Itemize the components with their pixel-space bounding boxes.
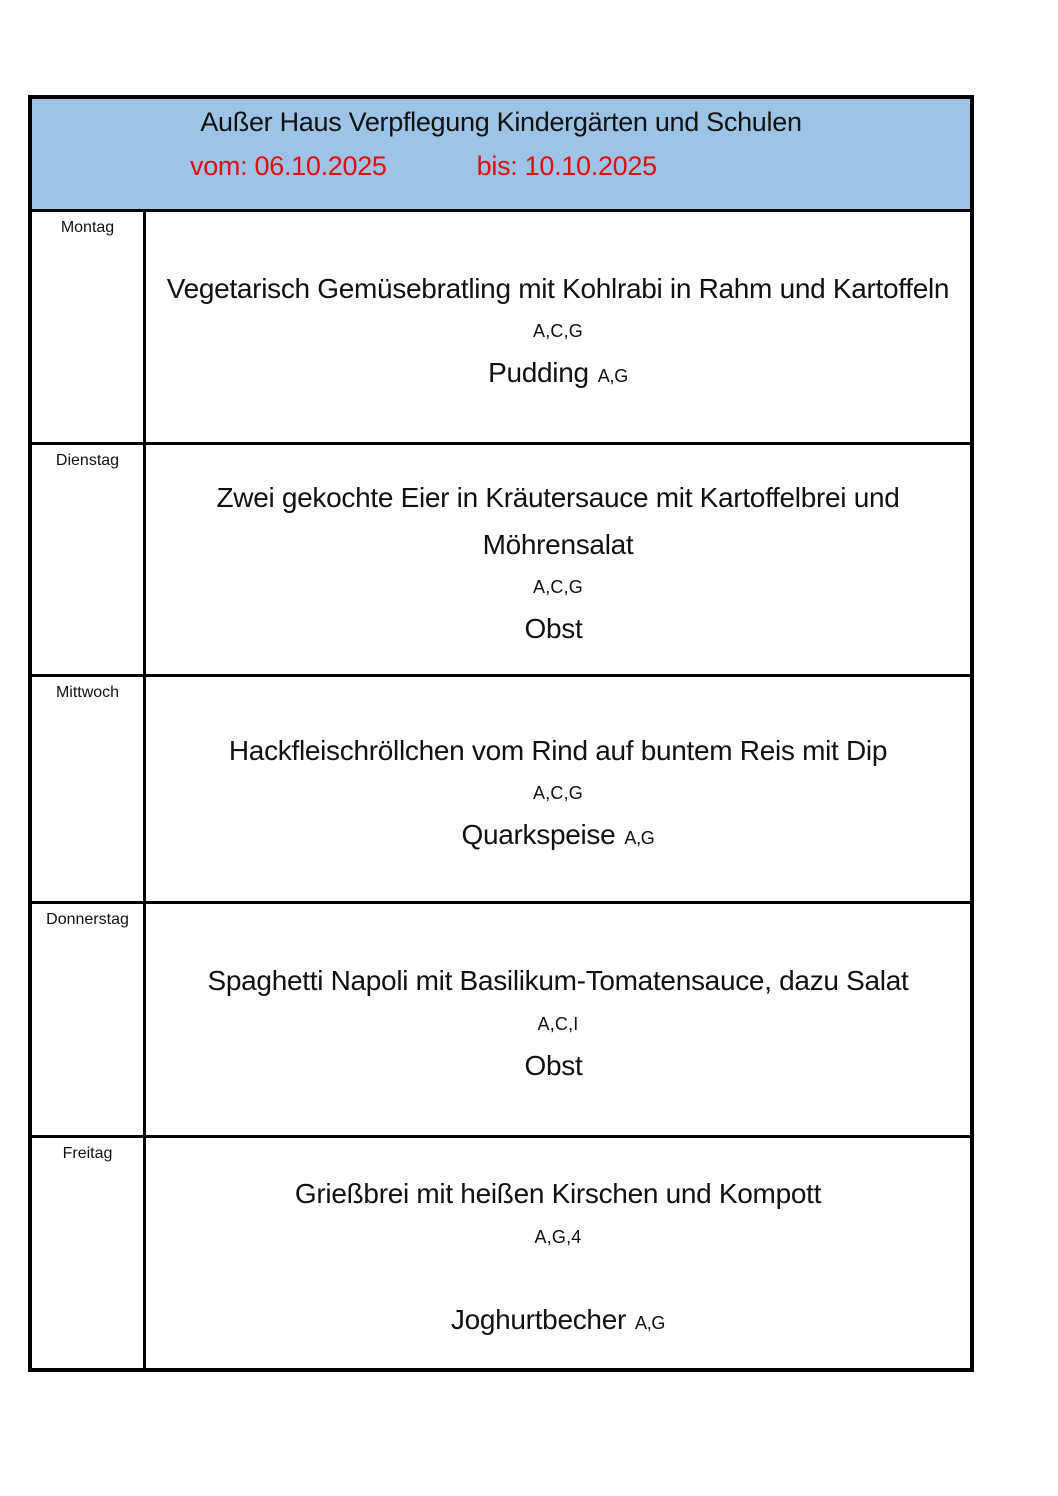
day-row-freitag [32,1135,970,1368]
dish-allergens: A,C,I [537,1013,579,1034]
dessert-line [462,819,655,851]
dessert-allergens: A,G [597,366,628,387]
day-label-montag: Montag [32,212,146,442]
weekly-menu-table [28,95,974,1372]
menu-period [32,151,970,182]
dessert-text: Pudding [488,357,589,389]
dish-allergens: A,G,4 [534,1226,582,1247]
day-label-donnerstag: Donnerstag [32,904,146,1135]
dessert-text: Obst [524,1049,583,1081]
dessert-line [451,1304,665,1336]
day-label-freitag: Freitag [32,1138,146,1368]
dish-text: Hackfleischröllchen vom Rind auf buntem Reis mit Dip [228,734,888,766]
dish-allergens: A,C,G [532,783,583,804]
dessert-text: Quarkspeise [461,819,616,851]
day-row-dienstag [32,442,970,674]
dessert-line [525,613,592,645]
day-row-montag [32,212,970,442]
dessert-text: Obst [524,613,583,645]
day-content-montag [146,212,970,442]
dish-allergens: A,C,G [532,577,583,598]
day-content-mittwoch [146,677,970,901]
day-label-dienstag: Dienstag [32,445,146,674]
dessert-text: Joghurtbecher [450,1303,626,1335]
dish-text: Vegetarisch Gemüsebratling mit Kohlrabi in Rahm und Kartoffeln [166,272,950,304]
dish-text: Spaghetti Napoli mit Basilikum-Tomatensauce, dazu Salat [207,965,909,997]
dish-text: Grießbrei mit heißen Kirschen und Kompott [294,1178,822,1210]
dessert-allergens: A,G [624,828,655,849]
dessert-allergens: A,G [635,1312,666,1333]
dish-text: Zwei gekochte Eier in Kräutersauce mit Kartoffelbrei und Möhrensalat [216,481,900,560]
dish-allergens: A,C,G [532,321,583,342]
day-label-mittwoch: Mittwoch [32,677,146,901]
day-row-donnerstag [32,901,970,1135]
dessert-line [525,1050,592,1082]
menu-title: Außer Haus Verpflegung Kindergärten und Schulen [200,107,802,137]
day-content-freitag [146,1138,970,1368]
day-content-dienstag [146,445,970,674]
period-from: vom: 06.10.2025 [190,151,387,181]
day-content-donnerstag [146,904,970,1135]
dessert-line [488,357,628,389]
menu-header [32,99,970,212]
period-to: bis: 10.10.2025 [476,151,657,181]
day-row-mittwoch [32,674,970,901]
